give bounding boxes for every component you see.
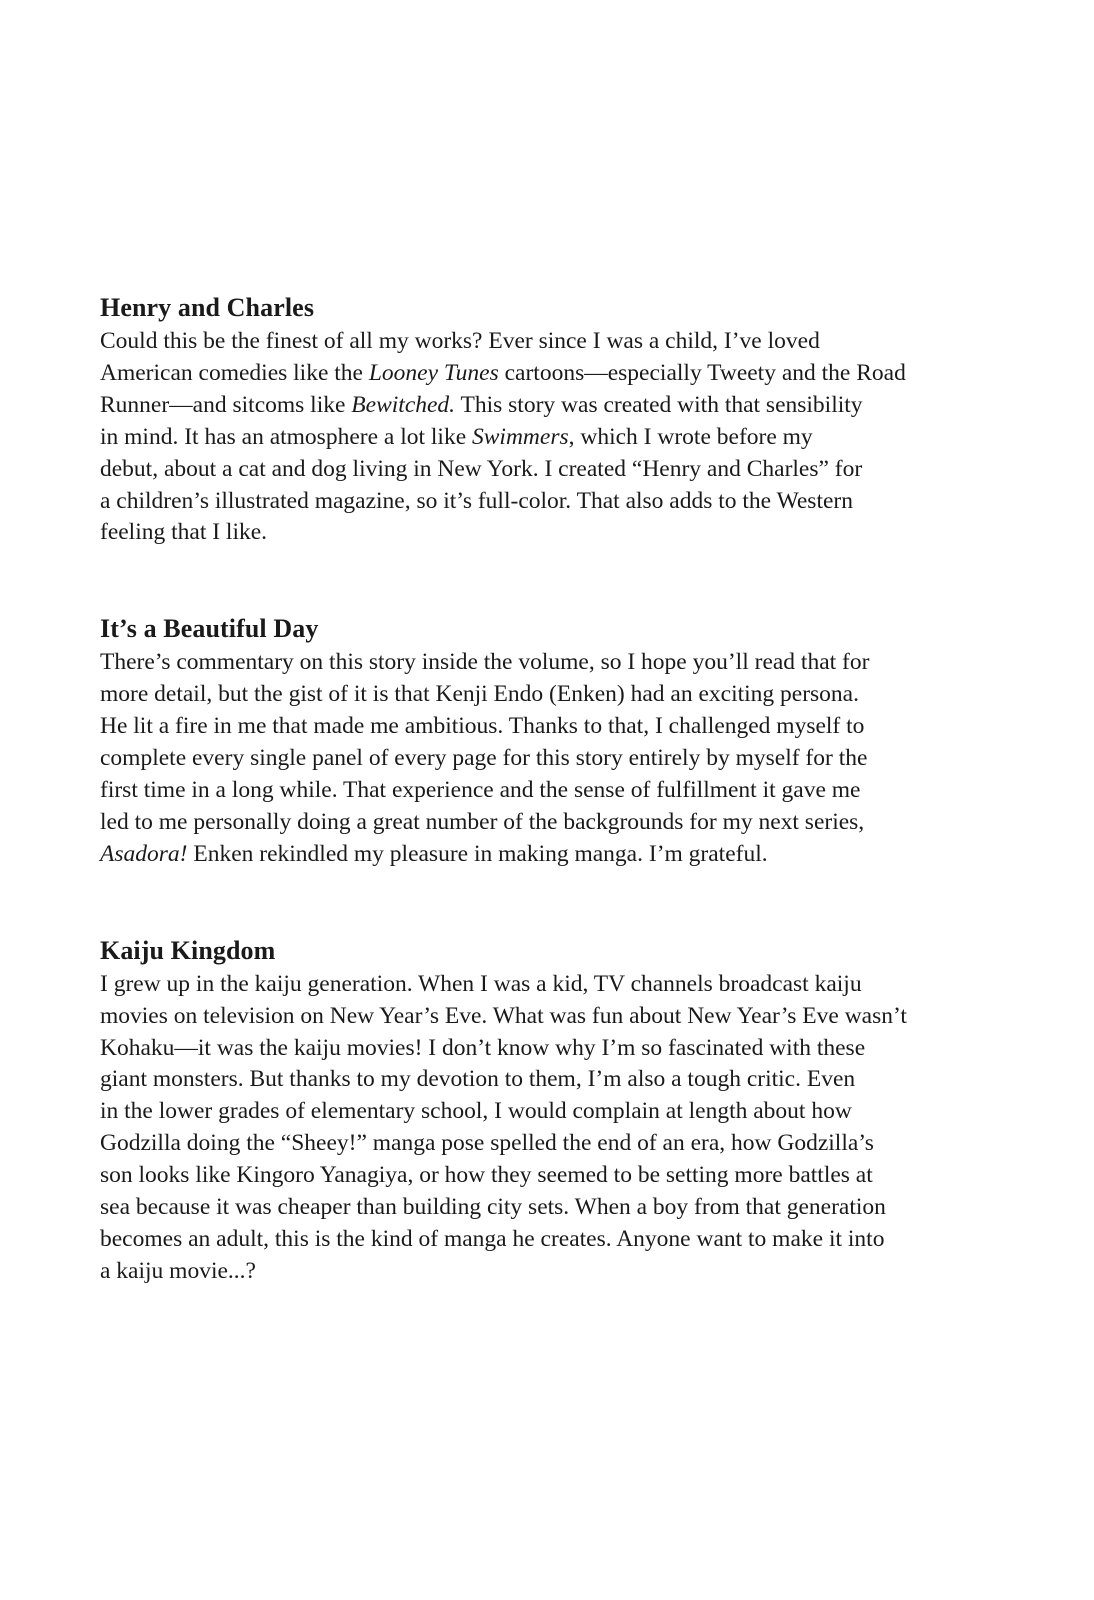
text-run: led to me personally doing a great number of the backgrounds for my next series, — [100, 808, 865, 835]
text-run: a children’s illustrated magazine, so it’s full-color. That also adds to the Western — [100, 487, 853, 514]
section-body — [100, 326, 1000, 549]
text-run: more detail, but the gist of it is that Kenji Endo (Enken) had an exciting persona. — [100, 681, 859, 708]
text-run: first time in a long while. That experience and the sense of fulfillment it gave me — [100, 776, 861, 803]
section-title: Kaiju Kingdom — [100, 935, 276, 965]
text-run: I grew up in the kaiju generation. When I was a kid, TV channels broadcast kaiju — [100, 970, 862, 997]
body-text-line — [100, 1256, 1000, 1288]
body-text-line — [100, 647, 1000, 679]
section-body — [100, 647, 1000, 870]
body-text-line — [100, 422, 1000, 454]
body-text-line — [100, 326, 1000, 358]
text-run: debut, about a cat and dog living in New York. I created “Henry and Charles” for — [100, 455, 863, 482]
italic-title-text: Bewitched. — [351, 391, 456, 418]
body-text-line — [100, 969, 1000, 1001]
text-run: There’s commentary on this story inside the volume, so I hope you’ll read that for — [100, 649, 870, 676]
section-title: Henry and Charles — [100, 293, 315, 322]
section-its-a-beautiful-day — [100, 611, 1000, 870]
body-text-line — [100, 517, 1000, 549]
body-text-line — [100, 839, 1000, 871]
text-run: , which I wrote before my — [568, 423, 813, 450]
body-text-line — [100, 1160, 1000, 1192]
text-run: complete every single panel of every page for this story entirely by myself for the — [100, 745, 868, 772]
text-run: feeling that I like. — [100, 519, 268, 546]
body-text-line — [100, 1064, 1000, 1096]
text-run: becomes an adult, this is the kind of manga he creates. Anyone want to make it into — [100, 1225, 885, 1252]
text-run: American comedies like the — [100, 359, 369, 386]
body-text-line — [100, 1001, 1000, 1033]
document-page — [100, 290, 1000, 1288]
body-text-line — [100, 390, 1000, 422]
body-text-line — [100, 486, 1000, 518]
text-run: sea because it was cheaper than building city sets. When a boy from that generation — [100, 1194, 886, 1221]
text-run: cartoons—especially Tweety and the Road — [498, 359, 906, 386]
section-body — [100, 969, 1000, 1288]
text-run: Could this be the finest of all my works? Ever since I was a child, I’ve loved — [100, 328, 820, 354]
body-text-line — [100, 1096, 1000, 1128]
text-run: in mind. It has an atmosphere a lot like — [100, 423, 472, 450]
text-run: Runner—and sitcoms like — [100, 391, 352, 418]
body-text-line — [100, 679, 1000, 711]
text-run: He lit a fire in me that made me ambitious. Thanks to that, I challenged myself to — [100, 713, 865, 740]
italic-title-text: Looney Tunes — [368, 359, 499, 386]
text-run: giant monsters. But thanks to my devotion to them, I’m also a tough critic. Even — [100, 1066, 856, 1093]
body-text-line — [100, 1224, 1000, 1256]
section-kaiju-kingdom — [100, 933, 1000, 1288]
italic-title-text: Swimmers — [472, 423, 569, 450]
body-text-line — [100, 775, 1000, 807]
body-text-line — [100, 1033, 1000, 1065]
section-henry-and-charles — [100, 290, 1000, 549]
body-text-line — [100, 1192, 1000, 1224]
text-run: Godzilla doing the “Sheey!” manga pose spelled the end of an era, how Godzilla’s — [100, 1130, 874, 1157]
text-run: Enken rekindled my pleasure in making manga. I’m grateful. — [187, 840, 768, 867]
text-run: This story was created with that sensibility — [455, 391, 863, 418]
italic-title-text: Asadora! — [100, 840, 188, 867]
body-text-line — [100, 711, 1000, 743]
body-text-line — [100, 358, 1000, 390]
body-text-line — [100, 1128, 1000, 1160]
text-run: in the lower grades of elementary school, I would complain at length about how — [100, 1098, 852, 1125]
section-title: It’s a Beautiful Day — [100, 614, 319, 644]
body-text-line — [100, 454, 1000, 486]
text-run: movies on television on New Year’s Eve. What was fun about New Year’s Eve wasn’t — [100, 1002, 907, 1029]
text-run: a kaiju movie...? — [100, 1257, 256, 1284]
body-text-line — [100, 743, 1000, 775]
text-run: Kohaku—it was the kaiju movies! I don’t know why I’m so fascinated with these — [100, 1034, 866, 1061]
body-text-line — [100, 807, 1000, 839]
text-run: son looks like Kingoro Yanagiya, or how they seemed to be setting more battles at — [100, 1162, 873, 1189]
